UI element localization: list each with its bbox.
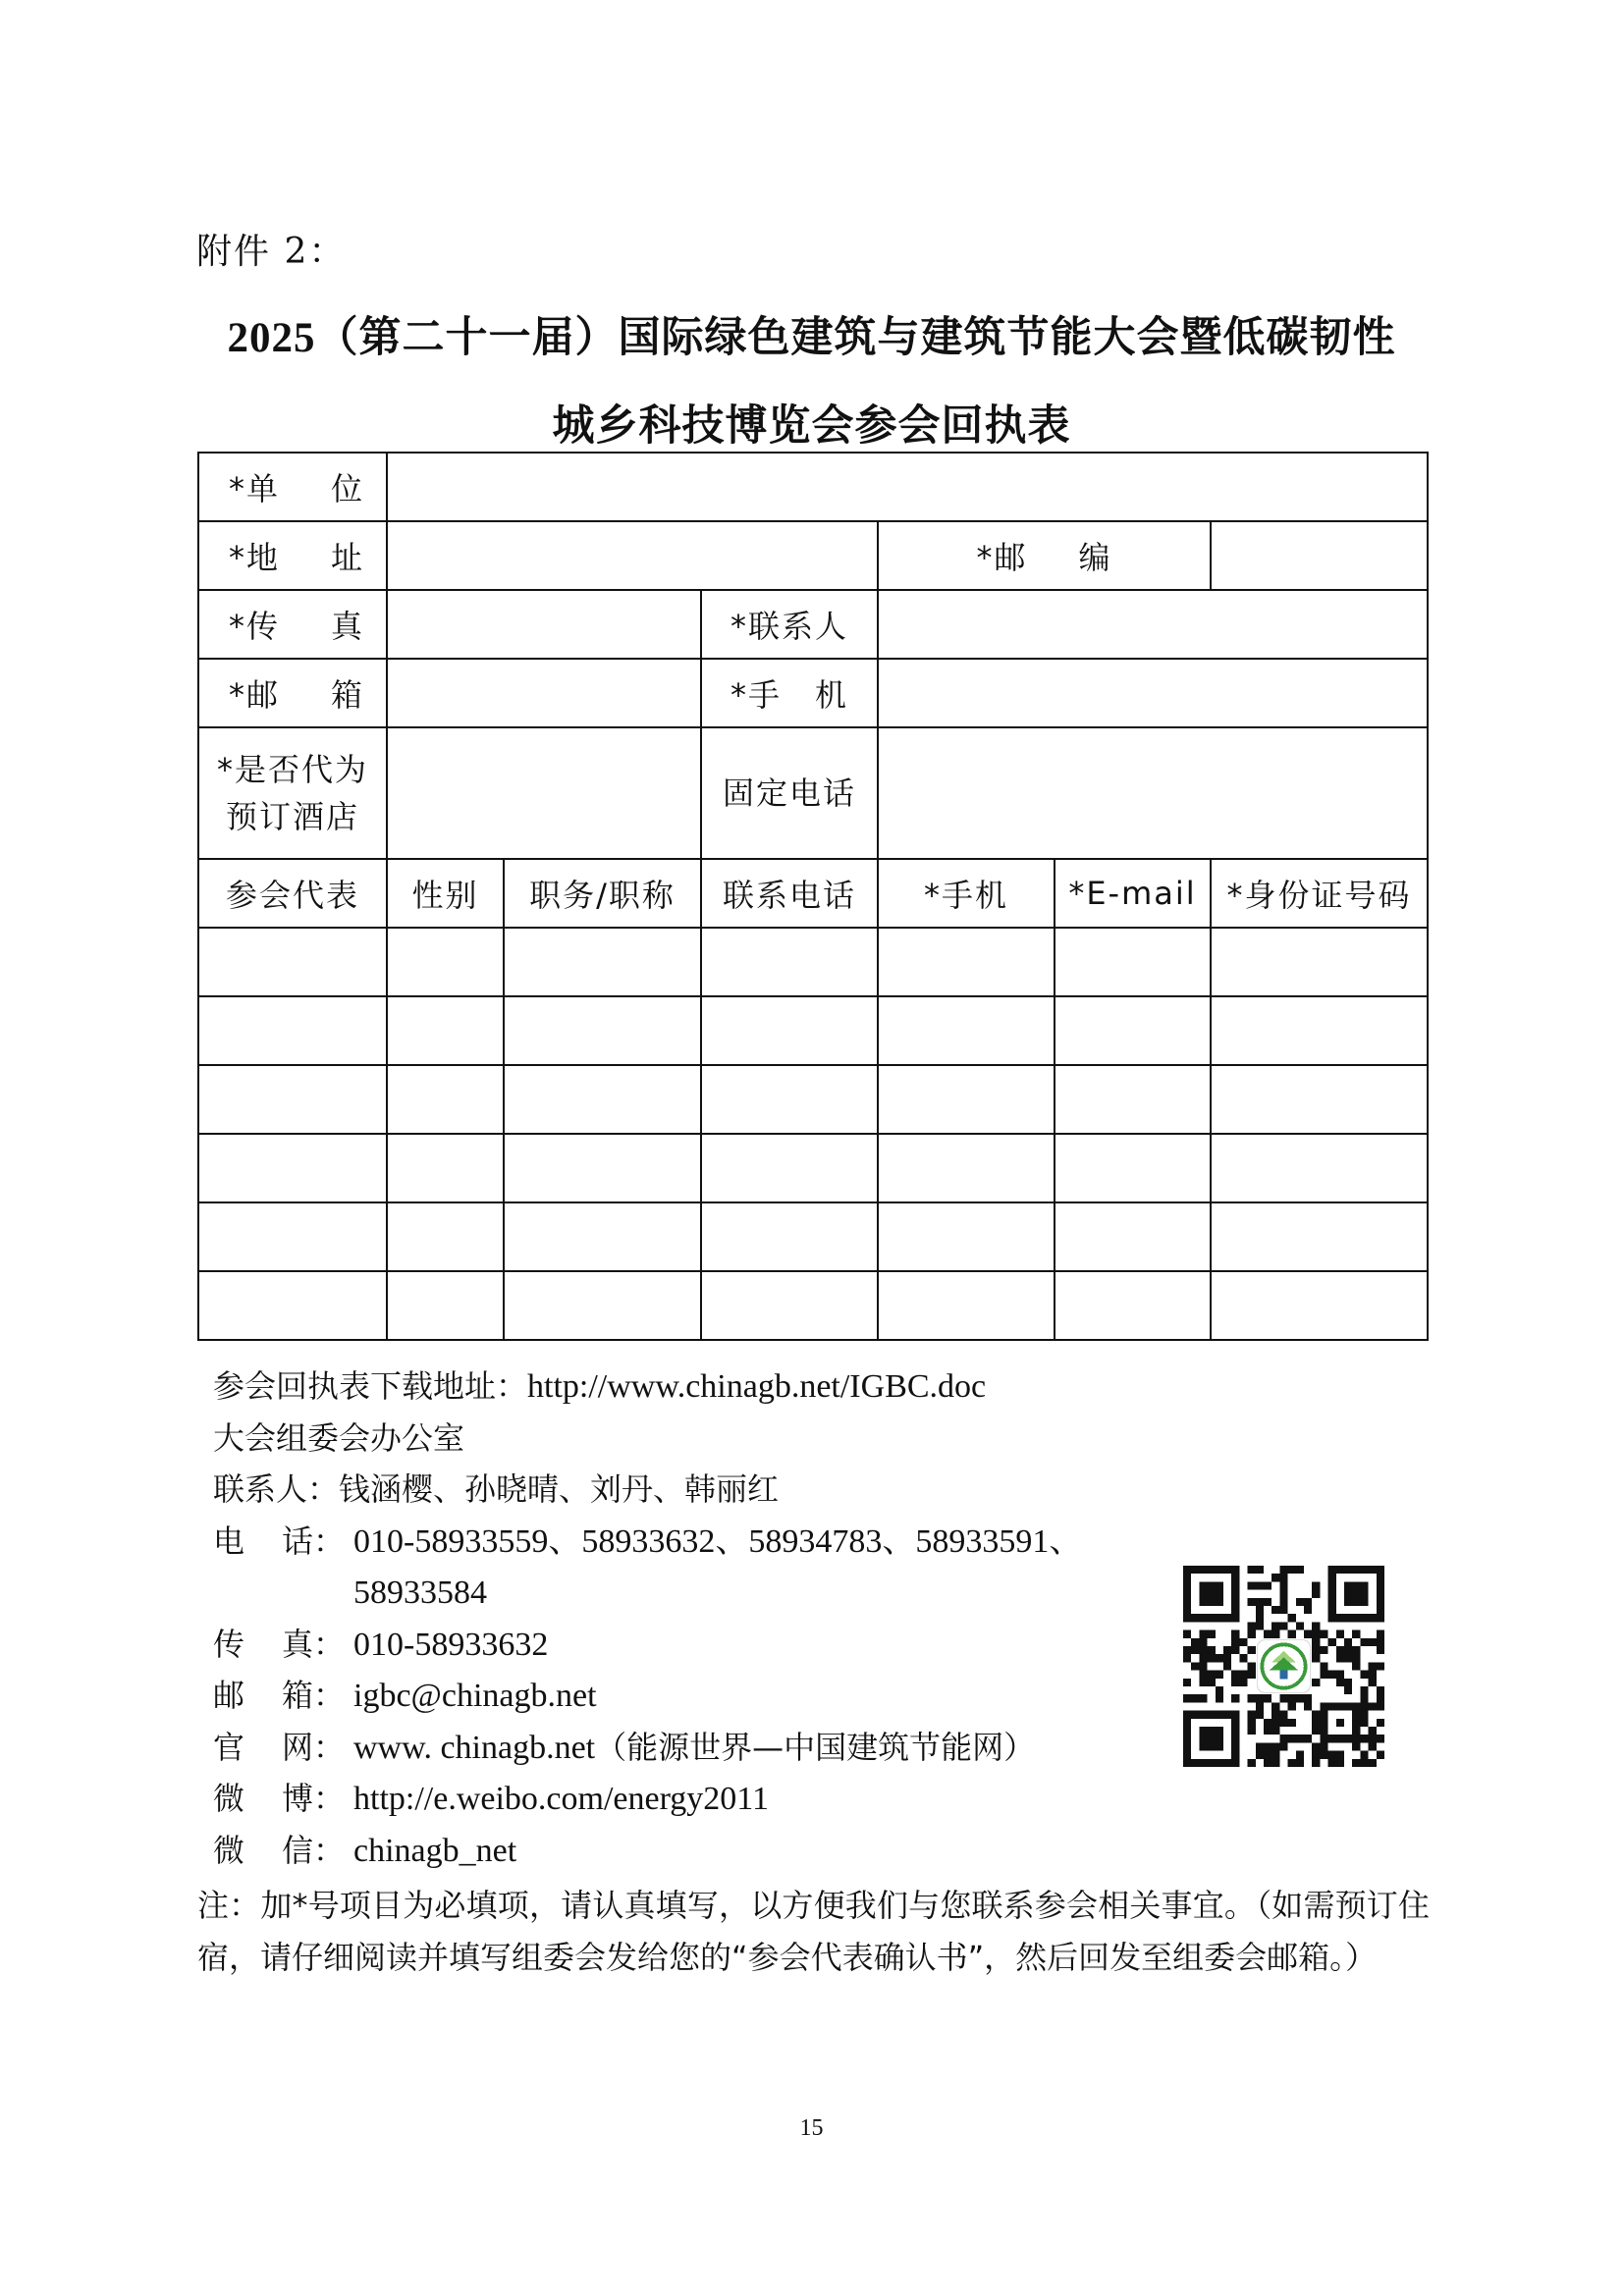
registration-form-table [197, 452, 1429, 1341]
attendee-cell[interactable] [1055, 1202, 1211, 1271]
phone-line-continued: 58933584 [353, 1575, 487, 1611]
contact-info [213, 1361, 1082, 1876]
attendee-cell[interactable] [387, 1271, 504, 1340]
download-line: 参会回执表下载地址：http://www.chinagb.net/IGBC.doc [213, 1367, 987, 1405]
attendee-cell[interactable] [878, 1065, 1055, 1134]
fax-line: 传 真： 010-58933632 [213, 1625, 549, 1663]
attendee-cell[interactable] [198, 1065, 387, 1134]
mobile-label: *手 机 [701, 659, 878, 727]
unit-label: *单 位 [198, 453, 387, 521]
attendee-row [198, 1202, 1428, 1271]
attendee-cell[interactable] [1055, 996, 1211, 1065]
attendee-cell[interactable] [1055, 1065, 1211, 1134]
mobile-field[interactable] [878, 659, 1428, 727]
postcode-label: *邮 编 [878, 521, 1211, 590]
attendee-cell[interactable] [878, 996, 1055, 1065]
attendee-cell[interactable] [504, 996, 701, 1065]
attendee-cell[interactable] [387, 1202, 504, 1271]
postcode-field[interactable] [1211, 521, 1428, 590]
row-fax [198, 590, 1428, 659]
attendee-cell[interactable] [701, 928, 878, 996]
col-header-gender: 性别 [387, 859, 504, 928]
attendee-row [198, 996, 1428, 1065]
logo-badge [1257, 1639, 1310, 1692]
attendee-cell[interactable] [387, 1065, 504, 1134]
attendee-cell[interactable] [1211, 928, 1428, 996]
attendee-cell[interactable] [878, 1134, 1055, 1202]
contacts-line: 联系人：钱涵樱、孙晓晴、刘丹、韩丽红 [213, 1470, 780, 1508]
download-link[interactable]: http://www.chinagb.net/IGBC.doc [527, 1368, 987, 1405]
attendee-row [198, 1271, 1428, 1340]
row-unit [198, 453, 1428, 521]
attendee-row [198, 1065, 1428, 1134]
attendee-cell[interactable] [504, 1065, 701, 1134]
page-number: 15 [799, 2115, 824, 2141]
col-header-phone: 联系电话 [701, 859, 878, 928]
website-line: 官 网： www. chinagb.net（能源世界—中国建筑节能网） [213, 1728, 1036, 1766]
attendee-cell[interactable] [1211, 1134, 1428, 1202]
attendee-cell[interactable] [198, 1134, 387, 1202]
attendee-row [198, 928, 1428, 996]
attendee-cell[interactable] [1211, 1065, 1428, 1134]
attachment-label: 附件 2： [196, 232, 347, 272]
attendee-cell[interactable] [198, 1271, 387, 1340]
col-header-email: *E-mail [1055, 859, 1211, 928]
attendee-cell[interactable] [1055, 928, 1211, 996]
hotel-label: *是否代为 预订酒店 [198, 727, 387, 859]
document-title-line1: 2025（第二十一届）国际绿色建筑与建筑节能大会暨低碳韧性 [227, 315, 1396, 361]
email-link[interactable]: igbc@chinagb.net [353, 1678, 597, 1714]
attendee-cell[interactable] [701, 1134, 878, 1202]
row-hotel [198, 727, 1428, 859]
attendee-cell[interactable] [504, 1134, 701, 1202]
email-label: *邮 箱 [198, 659, 387, 727]
phone-line: 电 话： 010-58933559、58933632、58934783、58933591、 [213, 1522, 1083, 1560]
attendee-cell[interactable] [701, 1065, 878, 1134]
attendee-cell[interactable] [1211, 996, 1428, 1065]
attendee-cell[interactable] [198, 996, 387, 1065]
attendee-cell[interactable] [1055, 1134, 1211, 1202]
weibo-link[interactable]: http://e.weibo.com/energy2011 [353, 1781, 770, 1817]
email-line: 邮 箱： igbc@chinagb.net [213, 1677, 597, 1714]
attendee-cell[interactable] [878, 1271, 1055, 1340]
weibo-line: 微 博： http://e.weibo.com/energy2011 [213, 1780, 770, 1817]
attendee-row [198, 1134, 1428, 1202]
unit-field[interactable] [387, 453, 1428, 521]
col-header-title: 职务/职称 [504, 859, 701, 928]
attendee-cell[interactable] [387, 1134, 504, 1202]
attendee-cell[interactable] [198, 928, 387, 996]
row-email [198, 659, 1428, 727]
attendee-cell[interactable] [701, 1271, 878, 1340]
contact-field[interactable] [878, 590, 1428, 659]
col-header-id-number: *身份证号码 [1211, 859, 1428, 928]
landline-label: 固定电话 [701, 727, 878, 859]
attendee-cell[interactable] [1055, 1271, 1211, 1340]
col-header-attendee: 参会代表 [198, 859, 387, 928]
email-field[interactable] [387, 659, 701, 727]
footnote: 注：加*号项目为必填项，请认真填写，以方便我们与您联系参会相关事宜。（如需预订住宿，请仔细阅读并填写组委会发给您的“参会代表确认书”，然后回发至组委会邮箱。） [197, 1887, 1430, 1976]
attendee-cell[interactable] [504, 1271, 701, 1340]
contact-label: *联系人 [701, 590, 878, 659]
attendee-header-row [198, 859, 1428, 928]
attendee-cell[interactable] [878, 928, 1055, 996]
attendee-cell[interactable] [701, 1202, 878, 1271]
attendee-cell[interactable] [504, 1202, 701, 1271]
attendee-cell[interactable] [878, 1202, 1055, 1271]
qr-code-icon [1183, 1566, 1384, 1767]
address-label: *地 址 [198, 521, 387, 590]
address-field[interactable] [387, 521, 878, 590]
fax-field[interactable] [387, 590, 701, 659]
document-title-line2: 城乡科技博览会参会回执表 [552, 403, 1071, 450]
row-address [198, 521, 1428, 590]
attendee-cell[interactable] [701, 996, 878, 1065]
attendee-cell[interactable] [1211, 1271, 1428, 1340]
attendee-cell[interactable] [387, 928, 504, 996]
hotel-field[interactable] [387, 727, 701, 859]
fax-label: *传 真 [198, 590, 387, 659]
attendee-cell[interactable] [198, 1202, 387, 1271]
wechat-line: 微 信： chinagb_net [213, 1831, 517, 1869]
col-header-mobile: *手机 [878, 859, 1055, 928]
office-line: 大会组委会办公室 [213, 1418, 465, 1457]
website-link[interactable]: www. chinagb.net [353, 1729, 596, 1766]
attendee-cell[interactable] [387, 996, 504, 1065]
landline-field[interactable] [878, 727, 1428, 859]
attendee-cell[interactable] [1211, 1202, 1428, 1271]
attendee-cell[interactable] [504, 928, 701, 996]
